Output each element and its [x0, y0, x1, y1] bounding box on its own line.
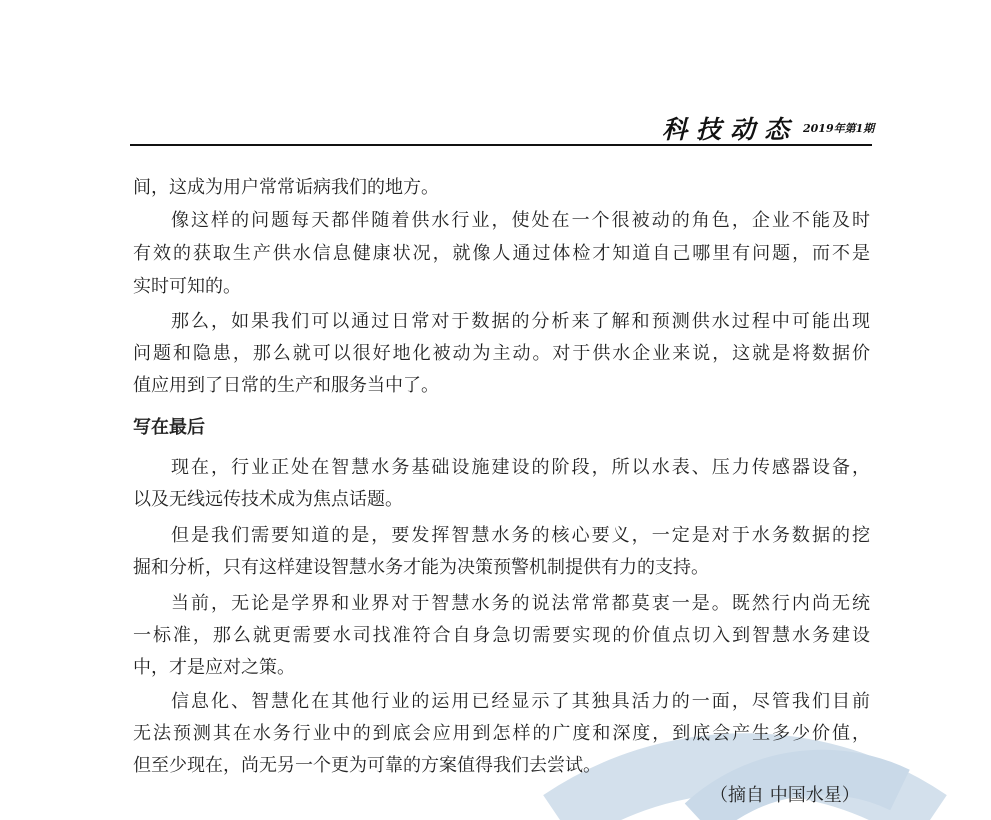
text-line: 间，这成为用户常常诟病我们的地方。 [133, 177, 439, 198]
text-line: 掘和分析，只有这样建设智慧水务才能为决策预警机制提供有力的支持。 [133, 557, 709, 578]
text-line: 问题和隐患，那么就可以很好地化被动为主动。对于供水企业来说，这就是将数据价 [133, 343, 870, 364]
attribution: （摘自 中国水星） [710, 785, 860, 806]
text-line: 中，才是应对之策。 [133, 657, 295, 678]
text-line: 像这样的问题每天都伴随着供水行业，使处在一个很被动的角色，企业不能及时 [171, 210, 870, 231]
text-line: 值应用到了日常的生产和服务当中了。 [133, 375, 439, 396]
text-line: 但至少现在，尚无另一个更为可靠的方案值得我们去尝试。 [133, 755, 601, 776]
text-line: 无法预测其在水务行业中的到底会应用到怎样的广度和深度，到底会产生多少价值， [133, 723, 870, 744]
section-title: 科技动态 [662, 115, 799, 144]
issue-number: 2019年第1期 [803, 122, 875, 135]
text-line: 一标准，那么就更需要水司找准符合自身急切需要实现的价值点切入到智慧水务建设 [133, 625, 870, 646]
section-heading: 写在最后 [133, 417, 205, 438]
text-line: 以及无线远传技术成为焦点话题。 [133, 489, 403, 510]
text-line: 有效的获取生产供水信息健康状况，就像人通过体检才知道自己哪里有问题，而不是 [133, 243, 870, 264]
text-line: 当前，无论是学界和业界对于智慧水务的说法常常都莫衷一是。既然行内尚无统 [171, 593, 870, 614]
text-line: 现在，行业正处在智慧水务基础设施建设的阶段，所以水表、压力传感器设备， [171, 457, 870, 478]
header-rule [130, 144, 872, 146]
text-line: 但是我们需要知道的是，要发挥智慧水务的核心要义，一定是对于水务数据的挖 [171, 525, 870, 546]
text-line: 那么，如果我们可以通过日常对于数据的分析来了解和预测供水过程中可能出现 [171, 311, 870, 332]
text-line: 实时可知的。 [133, 276, 241, 297]
text-line: 信息化、智慧化在其他行业的运用已经显示了其独具活力的一面，尽管我们目前 [171, 691, 870, 712]
